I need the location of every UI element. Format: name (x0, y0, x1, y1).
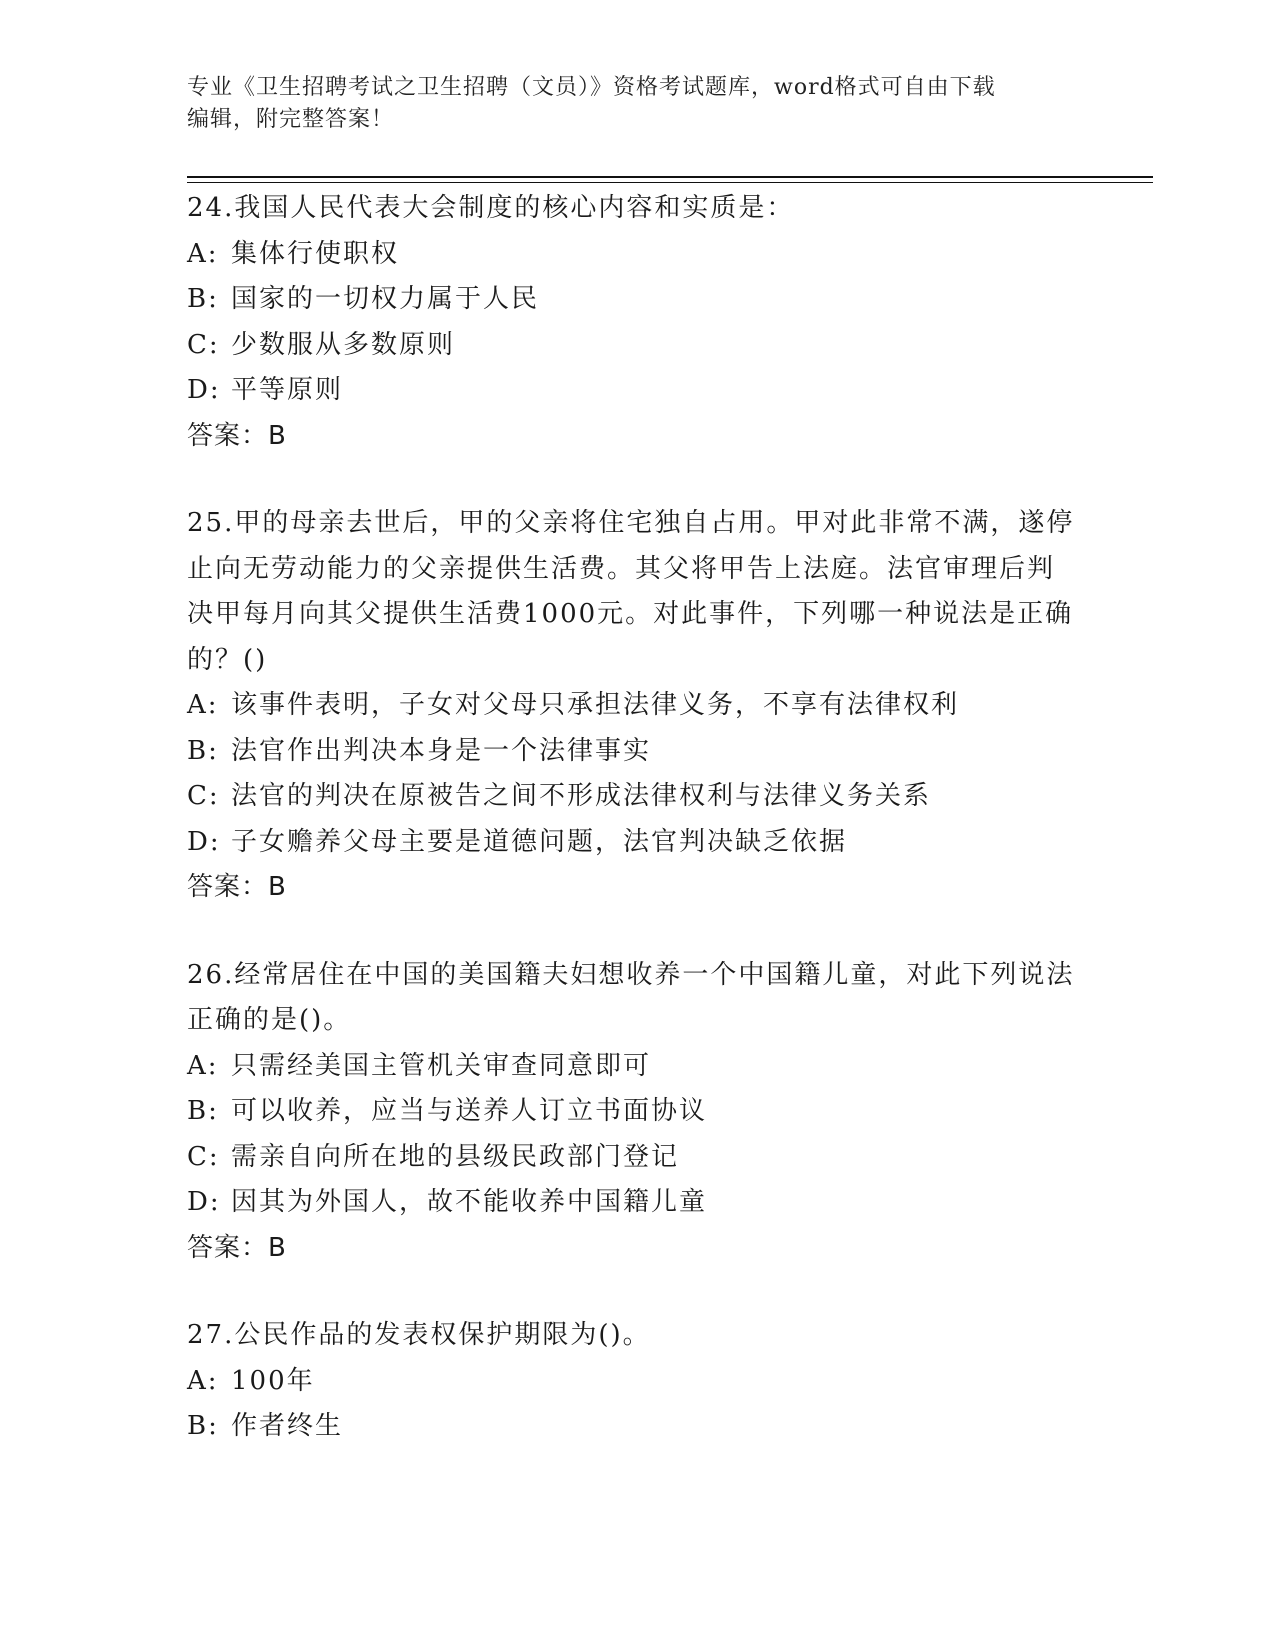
option-letter: D: (187, 1187, 221, 1217)
option-letter: A: (187, 1050, 219, 1081)
option-a (187, 1044, 1077, 1090)
option-text: 法官作出判决本身是一个法律事实 (231, 735, 652, 766)
header-rule-thick (187, 176, 1153, 178)
option-c (187, 1135, 1077, 1181)
option-text: 因其为外国人，故不能收养中国籍儿童 (231, 1187, 708, 1217)
question-25 (187, 501, 1077, 911)
option-letter: C: (187, 1141, 220, 1172)
header-line-1: 专业《卫生招聘考试之卫生招聘（文员）》资格考试题库，word格式可自由下载 (187, 75, 996, 100)
option-letter: B: (187, 735, 219, 766)
option-letter: D: (187, 375, 221, 405)
option-b (187, 729, 1077, 775)
option-letter: C: (187, 329, 220, 360)
option-a (187, 232, 1077, 278)
option-d (187, 820, 1077, 866)
header-rule-thin (187, 182, 1153, 183)
option-a (187, 683, 1077, 729)
option-text: 需亲自向所在地的县级民政部门登记 (231, 1141, 680, 1172)
question-stem: 25.甲的母亲去世后，甲的父亲将住宅独自占用。甲对此非常不满，遂停止向无劳动能力的父亲提供生活费。其父将甲告上法庭。法官审理后判决甲每月向其父提供生活费1000元。对此事件，下列哪一种说法是正确的？() (187, 508, 1075, 675)
option-text: 集体行使职权 (231, 238, 400, 269)
option-letter: A: (187, 1365, 219, 1396)
option-letter: A: (187, 238, 219, 269)
question-27 (187, 1313, 1077, 1450)
option-text: 平等原则 (231, 375, 344, 405)
document-header (187, 72, 1067, 136)
option-d (187, 368, 1077, 414)
option-b (187, 1089, 1077, 1135)
question-26 (187, 953, 1077, 1272)
option-d (187, 1180, 1077, 1226)
option-b (187, 277, 1077, 323)
question-stem: 26.经常居住在中国的美国籍夫妇想收养一个中国籍儿童，对此下列说法正确的是()。 (187, 959, 1075, 1035)
question-24 (187, 186, 1077, 459)
option-text: 只需经美国主管机关审查同意即可 (231, 1050, 652, 1081)
option-text: 可以收养，应当与送养人订立书面协议 (231, 1096, 708, 1126)
header-line-2: 编辑，附完整答案！ (187, 107, 395, 132)
option-letter: B: (187, 1411, 219, 1441)
option-text: 子女赡养父母主要是道德问题，法官判决缺乏依据 (231, 826, 848, 857)
option-letter: B: (187, 284, 219, 314)
option-a (187, 1359, 1077, 1405)
option-c (187, 323, 1077, 369)
question-list (187, 186, 1077, 1492)
answer-line: 答案：B (187, 872, 287, 902)
option-b (187, 1404, 1077, 1450)
option-letter: A: (187, 690, 219, 720)
option-letter: B: (187, 1096, 219, 1126)
option-text: 作者终生 (231, 1411, 344, 1441)
option-text: 少数服从多数原则 (231, 329, 456, 360)
option-text: 法官的判决在原被告之间不形成法律权利与法律义务关系 (231, 781, 932, 811)
question-stem: 27.公民作品的发表权保护期限为()。 (187, 1320, 651, 1350)
option-text: 100年 (231, 1365, 315, 1396)
option-letter: D: (187, 826, 221, 857)
option-text: 国家的一切权力属于人民 (231, 284, 540, 314)
option-c (187, 774, 1077, 820)
option-letter: C: (187, 781, 220, 811)
question-stem: 24.我国人民代表大会制度的核心内容和实质是： (187, 193, 795, 223)
answer-line: 答案：B (187, 1232, 287, 1263)
answer-line: 答案：B (187, 420, 287, 451)
option-text: 该事件表明，子女对父母只承担法律义务，不享有法律权利 (231, 690, 960, 720)
